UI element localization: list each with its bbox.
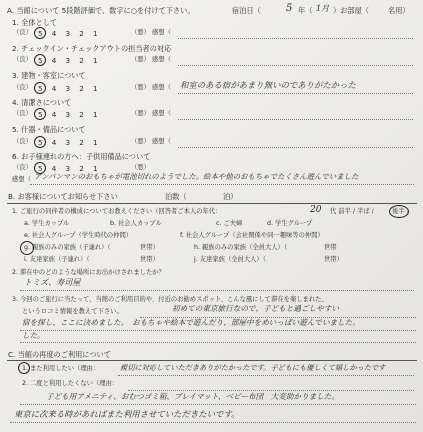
- comment-answer-6: アンパンマンのおもちゃが電池切れのようでした。絵本や他のおもちゃでたくさん遊んでいました: [34, 172, 359, 181]
- scale-good-1: （良）: [13, 29, 32, 36]
- divider-b: [7, 203, 417, 204]
- comment-line-6: [30, 184, 414, 185]
- stay-day-value: 1月: [316, 4, 330, 13]
- rating-circle-3: [34, 82, 46, 94]
- option-g-suffix: 世帯）: [140, 244, 159, 251]
- q3-line-2: [20, 330, 416, 331]
- q3-answer-line-3: した。: [22, 331, 45, 340]
- people-label: 名用）: [388, 6, 410, 15]
- reuse-line-3: [20, 404, 416, 405]
- reuse-option-2-answer: 子ども用アメニティ、おむつゴミ箱、プレイマット、ベビー布団 大変助かりました。: [46, 392, 340, 401]
- scale-bad-1: （悪）: [131, 29, 150, 36]
- q2-text: 2. 滞在中のどのような場所にお出かけされましたか？: [12, 269, 165, 276]
- nights-label: 泊数（: [165, 192, 187, 201]
- room-label: ）お部屋（: [333, 6, 369, 15]
- q2-answer: トミズ、寿司屋: [24, 278, 81, 287]
- reuse-option-1: 1. また利用したい（理由：: [22, 365, 100, 372]
- q3-line-3: [20, 342, 416, 343]
- reuse-line-2: [128, 390, 414, 391]
- option-h: h. 親族のみの家族（全員大人）（: [194, 244, 288, 251]
- rating-circle-4: [34, 108, 46, 120]
- scale-numbers-2: 5 4 3 2 1: [38, 56, 99, 65]
- option-d: d. 学生グループ: [267, 220, 313, 227]
- section-5-label: 5. 什器・備品について: [12, 125, 86, 134]
- scale-numbers-3: 5 4 3 2 1: [38, 84, 99, 93]
- option-b: b. 社会人カップル: [110, 220, 162, 227]
- reuse-line-4: [10, 422, 416, 423]
- scale-bad-4: （悪）: [131, 110, 150, 117]
- comment-label-5: 感想（: [152, 138, 171, 145]
- nights-suffix: 泊）: [223, 192, 238, 201]
- option-i: i. 友達家族（子連れ）（: [24, 256, 90, 263]
- q1-text: 1. ご旅行の同伴者の構成についてお教えください（回答者ご本人の年代：: [12, 208, 222, 215]
- divider-c: [7, 360, 417, 361]
- option-j-suffix: 世帯）: [324, 256, 343, 263]
- option-c: c. ご夫婦: [216, 220, 243, 227]
- comment-label-1: 感想（: [152, 29, 171, 36]
- section-4-label: 4. 清潔さについて: [12, 98, 72, 107]
- option-h-suffix: 世帯: [324, 244, 337, 251]
- comment-line-3: [178, 93, 413, 94]
- option-g: g. 親族のみの家族（子連れ）（: [24, 244, 111, 251]
- scale-bad-3: （悪）: [131, 84, 150, 91]
- scale-good-6: （良）: [13, 164, 32, 171]
- option-g-circle: [20, 241, 34, 255]
- stay-date-label: 宿泊日（: [232, 6, 261, 15]
- survey-title: A. 当館について 5段階評価で、数字に○を付けて下さい。: [7, 6, 195, 15]
- scale-good-2: （良）: [13, 56, 32, 63]
- comment-label-6: 感想（: [12, 176, 31, 183]
- reuse-line-1: [118, 375, 414, 376]
- scale-numbers-5: 5 4 3 2 1: [38, 138, 99, 147]
- footer-answer: 東京に次来る時があればまた利用させていただきたいです。: [14, 409, 240, 419]
- reuse-option-1-circle: [18, 362, 30, 374]
- option-a: a. 学生カップル: [24, 220, 70, 227]
- option-f: f. 社会人グループ（会社関係や同一趣味等の仲間）: [180, 232, 324, 239]
- rating-circle-5: [34, 136, 46, 148]
- comment-label-3: 感想（: [152, 84, 171, 91]
- rating-circle-2: [34, 54, 46, 66]
- comment-answer-3: 和室のある宿があまり無いのでありがたかった: [180, 80, 356, 90]
- q3b-text: というロコミ情報を教えて下さい。: [22, 308, 123, 315]
- reuse-option-2: 2. 二度と利用したくない（理由：: [22, 380, 119, 387]
- age-options: 代 前半 / 半ば /: [330, 208, 374, 215]
- comment-label-4: 感想（: [152, 110, 171, 117]
- option-i-suffix: 世帯）: [140, 256, 159, 263]
- comment-line-4: [178, 119, 413, 120]
- option-e: e. 社会人グループ（学生時代の仲間）: [24, 232, 133, 239]
- scale-numbers-1: 5 4 3 2 1: [38, 29, 99, 38]
- comment-label-2: 感想（: [152, 56, 171, 63]
- scale-good-3: （良）: [13, 84, 32, 91]
- reuse-option-1-answer: 親切に対応していただきありがたかったです。子どもにも優しくて嬉しかったです: [120, 363, 386, 372]
- age-late: 後半: [392, 208, 405, 215]
- scale-bad-2: （悪）: [131, 56, 150, 63]
- section-6-label: 6. お子様連れの方へ：子供用備品について: [12, 152, 151, 161]
- scale-bad-6: （悪）: [131, 164, 150, 171]
- scale-good-5: （良）: [13, 138, 32, 145]
- comment-line-5: [178, 147, 413, 148]
- age-close: ）: [406, 208, 413, 215]
- scale-bad-5: （悪）: [131, 138, 150, 145]
- year-label: 年（: [298, 6, 313, 15]
- comment-line-1: [178, 38, 413, 39]
- age-value: 20: [310, 205, 322, 215]
- scale-good-4: （良）: [13, 110, 32, 117]
- section-2-label: 2. チェックイン・チェックアウトの担当者の対応: [12, 44, 172, 53]
- stay-month-value: 5: [286, 3, 293, 14]
- age-late-circle: [389, 205, 409, 218]
- comment-line-2: [178, 65, 413, 66]
- option-j: j. 友達家族（全員大人）（: [194, 256, 266, 263]
- q3-text: 3. 今回のご旅行に当たって、当館のご利用目的や、付近のお勧めスポット、こんな風にして滞在を楽しまれた、: [12, 296, 328, 303]
- scale-numbers-6: 5 4 3 2 1: [38, 164, 99, 173]
- scale-numbers-4: 5 4 3 2 1: [38, 110, 99, 119]
- rating-circle-1: [34, 27, 46, 39]
- q2-line: [20, 290, 414, 291]
- section-1-label: 1. 全体として: [12, 18, 58, 27]
- section-3-label: 3. 建物・客室について: [12, 71, 86, 80]
- q3-answer-line-1: 初めての東京旅行なので、子どもと過ごしやすい: [172, 304, 339, 313]
- section-c-title: C. 当館の再度のご利用について: [8, 350, 111, 359]
- q3-answer-line-2: 宿を探し、ここに決めました。 おもちゃや絵本で遊んだり、部屋中をめいっぱい遊んでいました。: [22, 318, 360, 327]
- section-b-title: B. お客様についてお知らせ下さい: [8, 192, 118, 201]
